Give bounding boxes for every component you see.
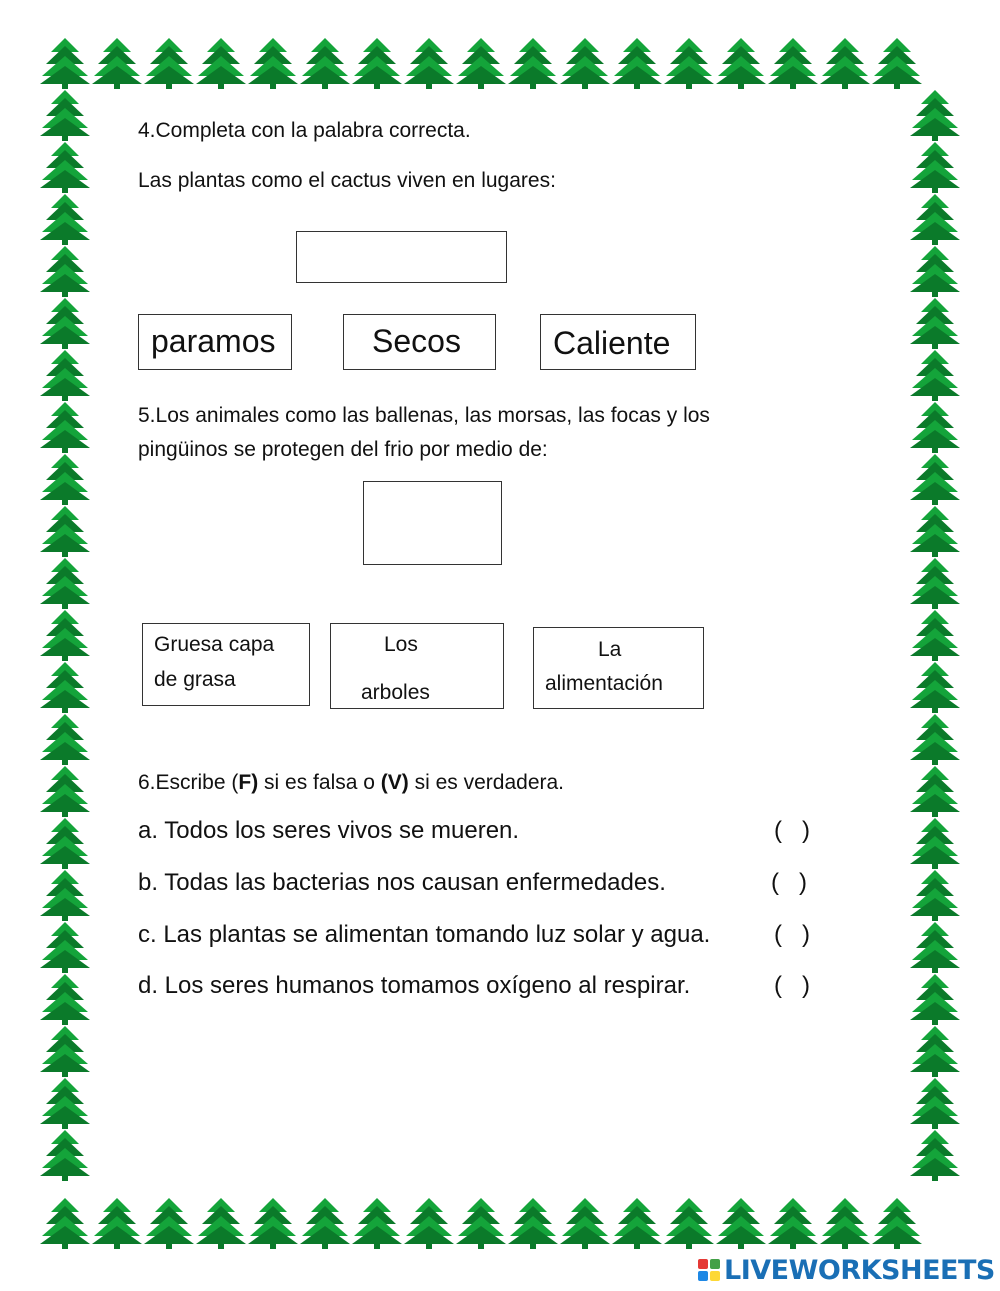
tree-icon (248, 38, 298, 89)
tree-icon (144, 38, 194, 89)
tree-icon (910, 922, 960, 973)
tree-icon (40, 662, 90, 713)
tree-icon (910, 1078, 960, 1129)
tree-icon (40, 1026, 90, 1077)
tree-icon (560, 38, 610, 89)
tree-icon (820, 1198, 870, 1249)
statement-a-answer[interactable]: ( ) (774, 817, 810, 844)
tree-icon (456, 38, 506, 89)
tree-icon (910, 1026, 960, 1077)
tree-icon (910, 662, 960, 713)
option-secos[interactable] (343, 314, 496, 370)
statement-d: d. Los seres humanos tomamos oxígeno al respirar. (138, 972, 691, 999)
tree-icon (40, 402, 90, 453)
tree-icon (196, 38, 246, 89)
tree-icon (404, 38, 454, 89)
tree-icon (40, 506, 90, 557)
question-5-answer-box[interactable] (363, 481, 502, 565)
q6-title-f: F) (238, 771, 259, 794)
option-los-arboles[interactable] (330, 623, 504, 709)
tree-icon (910, 818, 960, 869)
tree-icon (910, 402, 960, 453)
tree-icon (352, 38, 402, 89)
tree-icon (40, 766, 90, 817)
tree-icon (872, 38, 922, 89)
q6-title-mid: si es falsa o (258, 771, 381, 794)
tree-icon (40, 558, 90, 609)
tree-icon (716, 38, 766, 89)
logo-square-green (710, 1259, 720, 1269)
option-arboles-line1: Los (384, 633, 418, 656)
tree-icon (40, 714, 90, 765)
tree-icon (910, 714, 960, 765)
question-5-prompt-line2: pingüinos se protegen del frio por medio de: (138, 438, 548, 461)
tree-icon (40, 298, 90, 349)
tree-icon (910, 974, 960, 1025)
tree-icon (910, 610, 960, 661)
question-5-prompt-line1: 5.Los animales como las ballenas, las morsas, las focas y los (138, 404, 710, 427)
statement-c: c. Las plantas se alimentan tomando luz solar y agua. (138, 921, 711, 948)
tree-icon (300, 1198, 350, 1249)
tree-icon (40, 90, 90, 141)
option-caliente-label: Caliente (553, 325, 671, 361)
tree-icon (40, 350, 90, 401)
tree-icon (40, 142, 90, 193)
liveworksheets-text: LIVEWORKSHEETS (724, 1254, 995, 1286)
tree-icon (40, 246, 90, 297)
tree-icon (40, 610, 90, 661)
tree-icon (910, 766, 960, 817)
tree-icon (872, 1198, 922, 1249)
statement-d-answer[interactable]: ( ) (774, 972, 810, 999)
tree-icon (910, 298, 960, 349)
tree-icon (40, 818, 90, 869)
tree-icon (300, 38, 350, 89)
option-la-alimentacion[interactable] (533, 627, 704, 709)
q6-title-prefix: 6.Escribe ( (138, 771, 239, 794)
tree-icon (820, 38, 870, 89)
tree-icon (910, 90, 960, 141)
logo-square-red (698, 1259, 708, 1269)
tree-icon (910, 506, 960, 557)
statement-b: b. Todas las bacterias nos causan enfermedades. (138, 869, 666, 896)
option-gruesa-line2: de grasa (154, 668, 236, 691)
option-gruesa-line1: Gruesa capa (154, 633, 275, 656)
q6-title-suffix: si es verdadera. (408, 771, 565, 794)
tree-icon (910, 194, 960, 245)
tree-icon (910, 350, 960, 401)
tree-icon (40, 194, 90, 245)
tree-icon (612, 1198, 662, 1249)
tree-icon (40, 974, 90, 1025)
tree-icon (664, 1198, 714, 1249)
question-6-title (138, 770, 564, 795)
option-alimentacion-line2: alimentación (545, 672, 663, 695)
tree-icon (40, 1130, 90, 1181)
tree-icon (40, 922, 90, 973)
tree-icon (40, 454, 90, 505)
tree-icon (612, 38, 662, 89)
tree-icon (910, 246, 960, 297)
tree-icon (768, 1198, 818, 1249)
tree-icon (40, 870, 90, 921)
logo-square-blue (698, 1271, 708, 1281)
tree-icon (560, 1198, 610, 1249)
option-caliente[interactable] (540, 314, 696, 370)
tree-icon (404, 1198, 454, 1249)
tree-icon (664, 38, 714, 89)
tree-icon (196, 1198, 246, 1249)
option-gruesa-capa-de-grasa[interactable] (142, 623, 310, 706)
question-4-title: 4.Completa con la palabra correcta. (138, 119, 471, 142)
liveworksheets-brand (698, 1255, 995, 1285)
tree-icon (508, 1198, 558, 1249)
tree-icon (40, 1078, 90, 1129)
option-arboles-line2: arboles (361, 681, 430, 704)
tree-icon (456, 1198, 506, 1249)
statement-c-answer[interactable]: ( ) (774, 921, 810, 948)
tree-icon (144, 1198, 194, 1249)
q6-title-v: (V) (380, 771, 409, 794)
tree-icon (92, 1198, 142, 1249)
tree-icon (40, 1198, 90, 1249)
tree-icon (716, 1198, 766, 1249)
option-paramos-label: paramos (151, 323, 276, 359)
option-paramos[interactable] (138, 314, 292, 370)
question-4-answer-box[interactable] (296, 231, 507, 283)
tree-icon (508, 38, 558, 89)
liveworksheets-logo-icon (698, 1259, 720, 1281)
tree-icon (352, 1198, 402, 1249)
tree-icon (92, 38, 142, 89)
tree-icon (910, 1130, 960, 1181)
tree-icon (910, 454, 960, 505)
logo-square-yellow (710, 1271, 720, 1281)
tree-icon (910, 870, 960, 921)
tree-icon (910, 558, 960, 609)
tree-icon (40, 38, 90, 89)
tree-icon (768, 38, 818, 89)
tree-icon (910, 142, 960, 193)
option-secos-label: Secos (372, 323, 461, 359)
statement-b-answer[interactable]: ( ) (771, 869, 807, 896)
option-alimentacion-line1: La (598, 638, 622, 661)
question-4-prompt: Las plantas como el cactus viven en lugares: (138, 169, 556, 192)
statement-a: a. Todos los seres vivos se mueren. (138, 817, 520, 844)
tree-icon (248, 1198, 298, 1249)
